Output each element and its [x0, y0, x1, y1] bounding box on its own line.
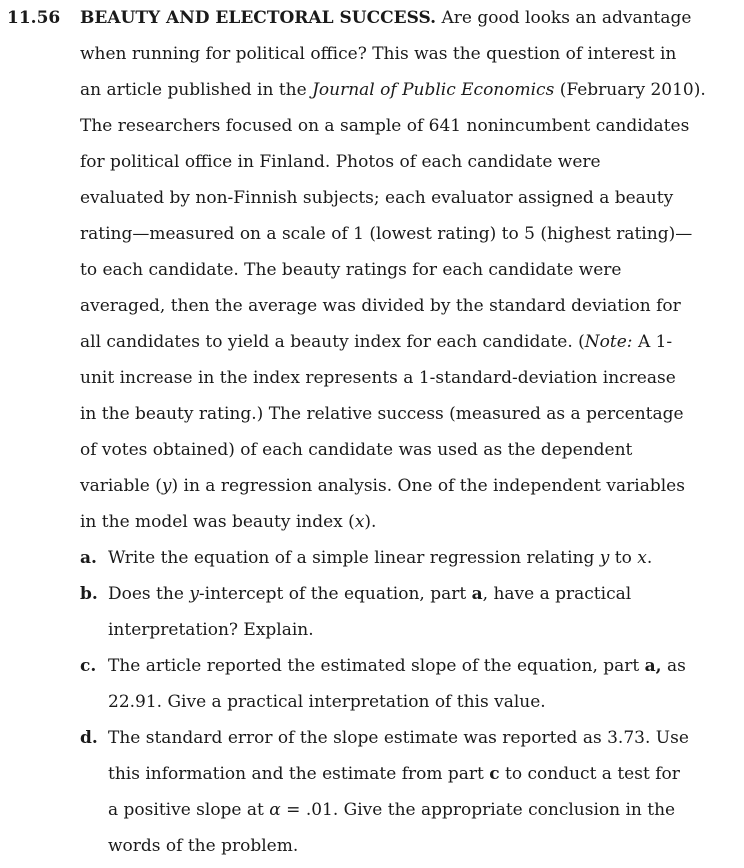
problem-title: BEAUTY AND ELECTORAL SUCCESS.: [80, 8, 437, 28]
part-c-label: c.: [80, 656, 97, 676]
intro-line-13: of votes obtained) of each candidate was used as the dependent: [80, 440, 633, 460]
intro-line-14: variable (y) in a regression analysis. One of the independent variables: [80, 476, 685, 496]
intro-line-2: when running for political office? This was the question of interest in: [80, 44, 677, 64]
part-d-line-3: a positive slope at α = .01. Give the appropriate conclusion in the: [108, 800, 676, 820]
intro-line-12: in the beauty rating.) The relative success (measured as a percentage: [80, 404, 684, 424]
intro-line-15: in the model was beauty index (x).: [80, 512, 377, 532]
part-d-line-1: The standard error of the slope estimate was reported as 3.73. Use: [108, 728, 689, 748]
part-b-label: b.: [80, 584, 98, 604]
intro-line-9: averaged, then the average was divided by the standard deviation for: [80, 296, 681, 316]
intro-line-10: all candidates to yield a beauty index for each candidate. (Note: A 1-: [80, 332, 673, 352]
intro-line-4: The researchers focused on a sample of 641 nonincumbent candidates: [80, 116, 690, 136]
part-d-label: d.: [80, 728, 98, 748]
part-a-line-1: Write the equation of a simple linear regression relating y to x.: [108, 548, 653, 568]
part-c-line-1: The article reported the estimated slope of the equation, part a, as: [108, 656, 686, 676]
journal-name: Journal of Public Economics: [312, 80, 555, 100]
part-b-line-1: Does the y-intercept of the equation, part a, have a practical: [108, 584, 632, 604]
problem-number: 11.56: [7, 8, 61, 28]
intro-line-3: an article published in the Journal of Public Economics (February 2010).: [80, 80, 706, 100]
part-a-label: a.: [80, 548, 97, 568]
intro-line-1: BEAUTY AND ELECTORAL SUCCESS. Are good looks an advantage: [80, 8, 692, 28]
part-b-line-2: interpretation? Explain.: [108, 620, 314, 640]
part-d-line-4: words of the problem.: [108, 836, 299, 856]
part-c-line-2: 22.91. Give a practical interpretation of this value.: [108, 692, 546, 712]
part-d-line-2: this information and the estimate from part c to conduct a test for: [108, 764, 680, 784]
intro-line-11: unit increase in the index represents a 1-standard-deviation increase: [80, 368, 676, 388]
intro-line-7: rating—measured on a scale of 1 (lowest rating) to 5 (highest rating)—: [80, 224, 693, 244]
intro-line-5: for political office in Finland. Photos of each candidate were: [80, 152, 601, 172]
intro-line-8: to each candidate. The beauty ratings for each candidate were: [80, 260, 622, 280]
note-label: Note:: [584, 332, 633, 352]
intro-line-6: evaluated by non-Finnish subjects; each evaluator assigned a beauty: [80, 188, 674, 208]
